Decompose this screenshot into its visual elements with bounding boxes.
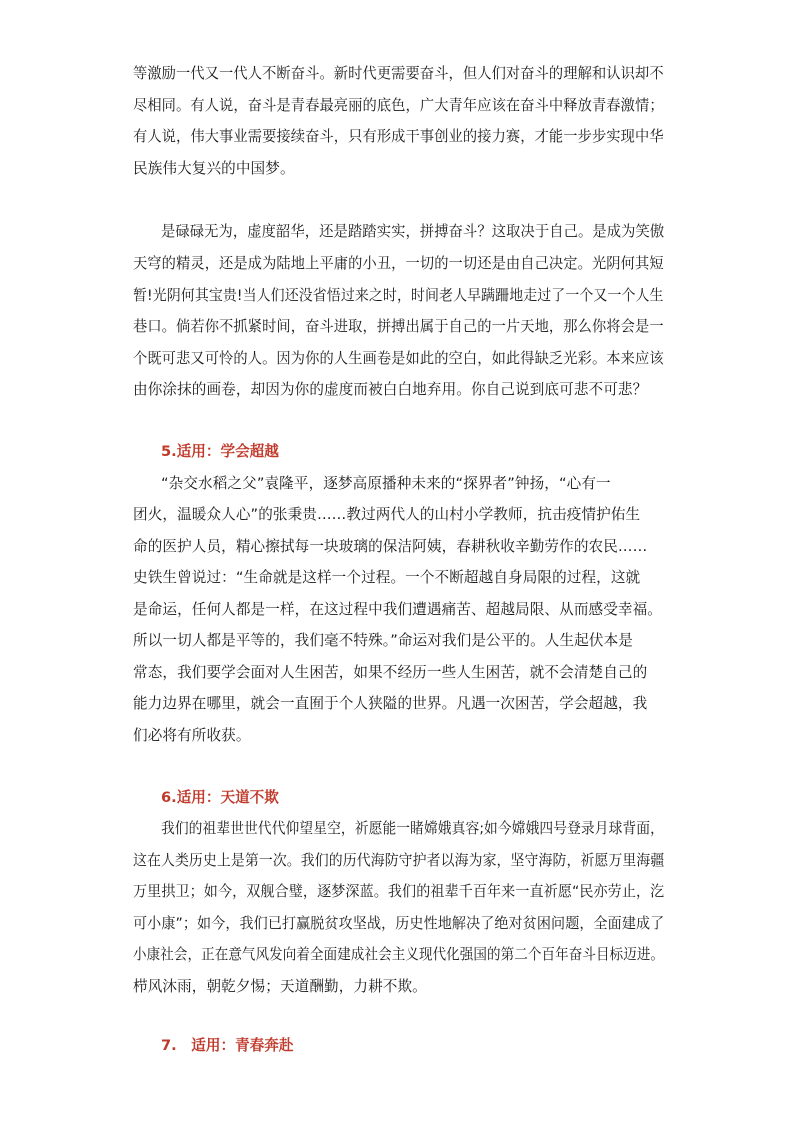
section-heading: 5.适用：学会超越 [161,443,279,460]
paragraph-line: 小康社会，正在意气风发向着全面建成社会主义现代化强国的第二个百年奋斗目标迈进。 [133,946,665,963]
paragraph-line: 是命运，任何人都是一样，在这过程中我们遭遇痛苦、超越局限、从而感受幸福。 [133,601,662,618]
paragraph-line: 们必将有所收获。 [133,727,251,744]
section-heading: 6.适用：天道不欺 [161,789,279,806]
paragraph-line: 是碌碌无为，虚度韶华，还是踏踏实实，拼搏奋斗？这取决于自己。是成为笑傲 [161,223,665,240]
paragraph-line: 有人说，伟大事业需要接续奋斗，只有形成干事创业的接力赛，才能一步步实现中华 [133,128,664,145]
paragraph-line: 巷口。倘若你不抓紧时间，奋斗进取，拼搏出属于自己的一片天地，那么你将会是一 [133,318,664,335]
paragraph-line: 团火，温暖众人心”的张秉贵……教过两代人的山村小学教师，抗击疫情护佑生 [133,506,641,523]
paragraph-line: 我们的祖辈世世代代仰望星空，祈愿能一睹嫦娥真容;如今嫦娥四号登录月球背面， [161,820,664,837]
paragraph-line: 这在人类历史上是第一次。我们的历代海防守护者以海为家，坚守海防，祈愿万里海疆 [133,852,665,869]
paragraph-line: 天穹的精灵，还是成为陆地上平庸的小丑，一切的一切还是由自己决定。光阴何其短 [133,255,664,272]
paragraph-line: 可小康”；如今，我们已打赢脱贫攻坚战，历史性地解决了绝对贫困问题，全面建成了 [133,915,665,932]
paragraph-line: 所以一切人都是平等的，我们毫不特殊。”命运对我们是公平的。人生起伏本是 [133,632,633,649]
paragraph-line: 由你涂抹的画卷，却因为你的虚度而被白白地弃用。你自己说到底可悲不可悲？ [133,381,648,398]
paragraph-line: 命的医护人员，精心擦拭每一块玻璃的保洁阿姨，春耕秋收辛勤劳作的农民…… [133,538,648,555]
paragraph-line: 等激励一代又一代人不断奋斗。新时代更需要奋斗，但人们对奋斗的理解和认识却不 [133,65,664,82]
paragraph-line: 尽相同。有人说，奋斗是青春最亮丽的底色，广大青年应该在奋斗中释放青春激情； [133,97,664,114]
section-heading: 7. 适用：青春奔赴 [161,1037,294,1054]
paragraph-line: 史铁生曾说过：“生命就是这样一个过程。一个不断超越自身局限的过程，这就 [133,569,641,586]
paragraph-line: 栉风沐雨，朝乾夕惕；天道酬勤，力耕不欺。 [133,978,427,995]
paragraph-line: 暂!光阴何其宝贵!当人们还没省悟过来之时，时间老人早蹒跚地走过了一个又一个人生 [133,287,664,304]
paragraph-line: 民族伟大复兴的中国梦。 [133,160,295,177]
paragraph-line: 个既可悲又可怜的人。因为你的人生画卷是如此的空白，如此得缺乏光彩。本来应该 [133,350,664,367]
paragraph-line: “杂交水稻之父”袁隆平，逐梦高原播种未来的“探界者”钟扬，“心有一 [161,475,611,492]
paragraph-line: 万里拱卫；如今，双舰合璧，逐梦深蓝。我们的祖辈千百年来一直祈愿“民亦劳止，汔 [133,883,665,900]
paragraph-line: 能力边界在哪里，就会一直囿于个人狭隘的世界。凡遇一次困苦，学会超越，我 [133,695,648,712]
paragraph-line: 常态，我们要学会面对人生困苦，如果不经历一些人生困苦，就不会清楚自己的 [133,664,648,681]
